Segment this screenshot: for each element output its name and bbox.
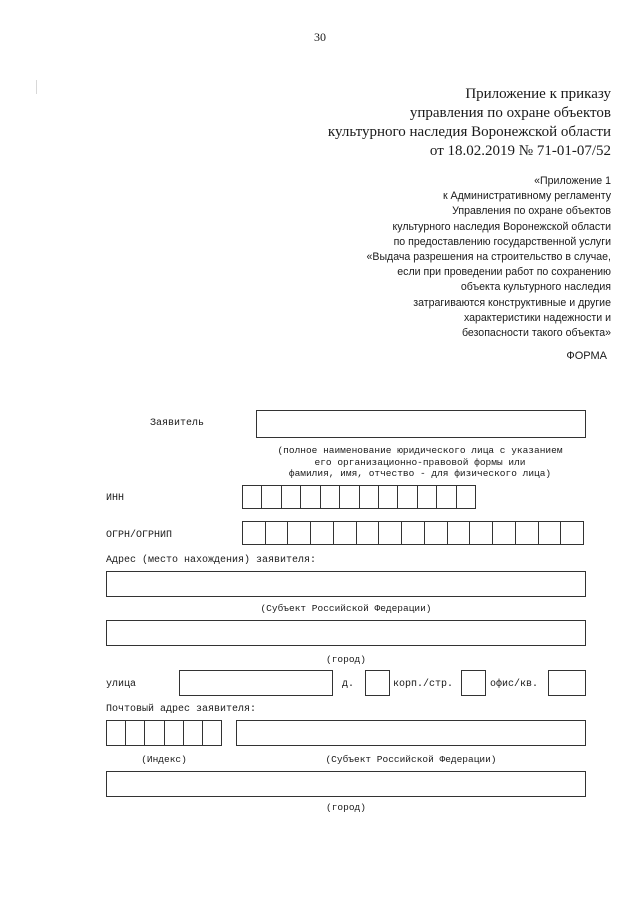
ogrn-cell[interactable]: [266, 522, 289, 544]
inn-cell[interactable]: [457, 486, 475, 508]
ogrn-cell[interactable]: [357, 522, 380, 544]
inn-cell[interactable]: [418, 486, 437, 508]
street-field[interactable]: [179, 670, 333, 696]
postal-subject-caption: (Субъект Российской Федерации): [325, 754, 497, 765]
ogrn-cell[interactable]: [561, 522, 583, 544]
applicant-hint-line: его организационно-правовой формы или: [314, 456, 526, 468]
postal-index-cell[interactable]: [107, 721, 126, 745]
ogrn-cell[interactable]: [470, 522, 493, 544]
address-label: Адрес (место нахождения) заявителя:: [106, 555, 317, 566]
city-caption: (город): [326, 654, 366, 665]
subject-caption: (Субъект Российской Федерации): [260, 603, 432, 614]
scan-mark: [36, 80, 37, 94]
postal-index-cell[interactable]: [165, 721, 184, 745]
city-field[interactable]: [106, 620, 586, 646]
ogrn-cell[interactable]: [402, 522, 425, 544]
ogrn-label: ОГРН/ОГРНИП: [106, 530, 173, 541]
appendix-line: безопасности такого объекта»: [461, 327, 611, 340]
appendix-line: если при проведении работ по сохранению: [397, 266, 611, 279]
office-label: офис/кв.: [490, 679, 539, 690]
inn-cell[interactable]: [262, 486, 281, 508]
postal-city-caption: (город): [326, 802, 366, 813]
applicant-label: Заявитель: [150, 418, 205, 429]
building-field[interactable]: [461, 670, 486, 696]
page-number: 30: [314, 30, 326, 44]
office-field[interactable]: [548, 670, 586, 696]
appendix-line: культурного наследия Воронежской области: [392, 220, 611, 233]
house-field[interactable]: [365, 670, 390, 696]
appendix-line: к Административному регламенту: [442, 190, 611, 203]
inn-label: ИНН: [106, 493, 125, 504]
ogrn-cell[interactable]: [288, 522, 311, 544]
order-header-line: управления по охране объектов: [409, 105, 611, 121]
ogrn-cell[interactable]: [539, 522, 562, 544]
ogrn-cell[interactable]: [311, 522, 334, 544]
ogrn-cell[interactable]: [425, 522, 448, 544]
order-header-line: от 18.02.2019 № 71-01-07/52: [429, 143, 611, 159]
ogrn-cell[interactable]: [243, 522, 266, 544]
inn-cell[interactable]: [437, 486, 456, 508]
ogrn-cell[interactable]: [334, 522, 357, 544]
inn-cell[interactable]: [398, 486, 417, 508]
postal-index-cells[interactable]: [106, 720, 222, 746]
appendix-line: «Выдача разрешения на строительство в случае,: [366, 251, 611, 264]
postal-city-field[interactable]: [106, 771, 586, 797]
building-label: корп./стр.: [393, 679, 454, 690]
postal-index-cell[interactable]: [203, 721, 221, 745]
subject-field[interactable]: [106, 571, 586, 597]
house-label: д.: [342, 679, 355, 690]
applicant-hint: [248, 445, 592, 480]
street-label: улица: [106, 679, 137, 690]
ogrn-cell[interactable]: [516, 522, 539, 544]
appendix-line: по предоставлению государственной услуги: [393, 235, 611, 248]
ogrn-cell[interactable]: [448, 522, 471, 544]
order-header-line: культурного наследия Воронежской области: [327, 124, 611, 140]
applicant-name-field[interactable]: [256, 410, 586, 438]
postal-address-label: Почтовый адрес заявителя:: [106, 704, 257, 715]
inn-cell[interactable]: [282, 486, 301, 508]
appendix-block: [281, 174, 611, 341]
postal-index-cell[interactable]: [126, 721, 145, 745]
inn-cell[interactable]: [321, 486, 340, 508]
inn-cells[interactable]: [242, 485, 476, 509]
postal-index-caption: (Индекс): [141, 754, 187, 765]
appendix-line: характеристики надежности и: [463, 311, 611, 324]
order-header-line: Приложение к приказу: [465, 86, 611, 102]
postal-index-cell[interactable]: [145, 721, 164, 745]
inn-cell[interactable]: [301, 486, 320, 508]
order-header: [251, 85, 611, 161]
applicant-hint-line: (полное наименование юридического лица с указанием: [277, 445, 563, 456]
postal-subject-field[interactable]: [236, 720, 586, 746]
ogrn-cells[interactable]: [242, 521, 584, 545]
inn-cell[interactable]: [340, 486, 359, 508]
inn-cell[interactable]: [243, 486, 262, 508]
appendix-line: затрагиваются конструктивные и другие: [413, 296, 611, 309]
inn-cell[interactable]: [379, 486, 398, 508]
postal-index-cell[interactable]: [184, 721, 203, 745]
ogrn-cell[interactable]: [493, 522, 516, 544]
ogrn-cell[interactable]: [379, 522, 402, 544]
appendix-line: Управления по охране объектов: [452, 205, 611, 218]
appendix-line: «Приложение 1: [534, 175, 611, 187]
inn-cell[interactable]: [360, 486, 379, 508]
form-label: ФОРМА: [566, 350, 607, 362]
applicant-hint-line: фамилия, имя, отчество - для физического лица): [288, 468, 552, 479]
appendix-line: объекта культурного наследия: [460, 281, 611, 294]
